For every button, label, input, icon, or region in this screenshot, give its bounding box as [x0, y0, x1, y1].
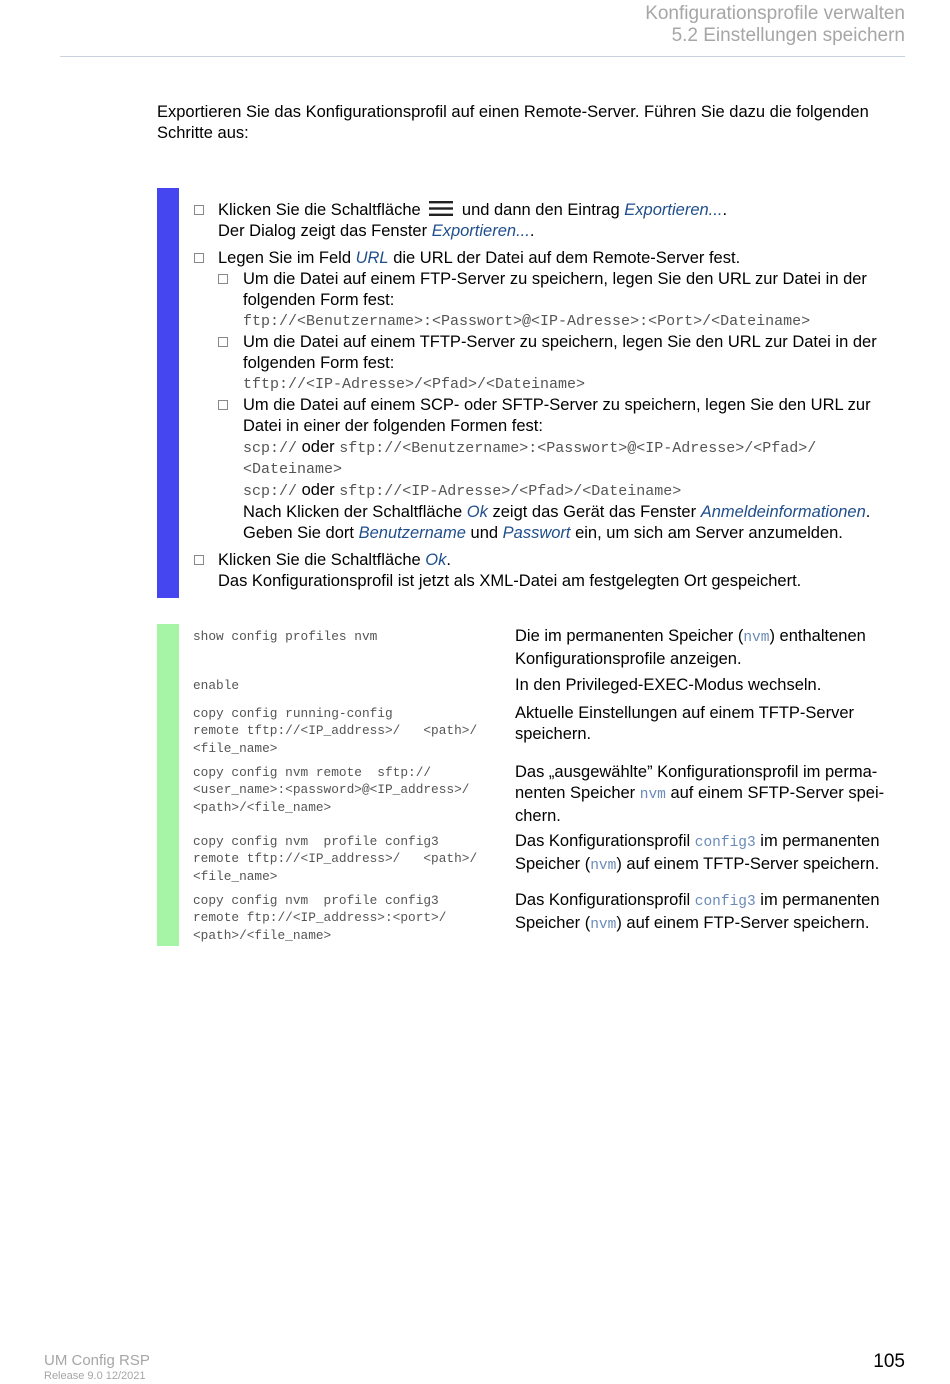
scp-url-prefix: scp:// [243, 440, 298, 457]
step-2 [194, 248, 909, 544]
checkbox-icon [218, 274, 228, 284]
inline-code: config3 [694, 835, 756, 851]
cli-command: copy config nvm remote sftp:// <user_name>:<password>@<IP_address>/ <path>/<file_name> [193, 765, 470, 815]
field-name-url: URL [355, 249, 389, 267]
inline-code: nvm [590, 858, 617, 874]
document-name: UM Config RSP [44, 1352, 150, 1369]
checkbox-icon [194, 205, 204, 215]
desc-text: Das Konfigurationsprofil [515, 832, 695, 850]
button-name-ok: Ok [466, 503, 488, 521]
table-row [193, 829, 909, 888]
cli-bar [157, 624, 179, 946]
chapter-title: Konfigurationsprofile verwalten [645, 3, 905, 24]
step-3-result: Das Konfigurationsprofil ist jetzt als XML-Datei am festgelegten Ort gespeichert. [218, 572, 802, 590]
or-word-2: oder [301, 481, 335, 499]
desc-text: ) auf einem TFTP-Server speichern. [616, 855, 880, 873]
section-title: 5.2 Einstellungen speichern [671, 25, 905, 46]
note-text-3: Geben Sie dort [243, 524, 354, 542]
checkbox-icon [218, 337, 228, 347]
table-row [193, 624, 909, 673]
desc-text: auf einem SFTP-Server spei-chern. [515, 784, 885, 825]
substep-ftp [218, 269, 909, 332]
step-2-text-2: die URL der Datei auf dem Remote-Server fest. [393, 249, 741, 267]
ftp-url-format: ftp://<Benutzername>:<Passwort>@<IP-Adresse>:<Port>/<Dateiname> [243, 313, 811, 330]
page-number: 105 [873, 1351, 905, 1372]
punctuation: . [446, 551, 451, 569]
cli-command: enable [193, 678, 240, 693]
desc-text: ) enthaltenen Konfigurationsprofile anzeigen. [515, 627, 866, 668]
step-3 [194, 550, 909, 592]
step-1-text: Klicken Sie die Schaltfläche [218, 201, 421, 219]
step-1-result: Der Dialog zeigt das Fenster [218, 222, 428, 240]
cli-command: copy config running-config remote tftp://<IP_address>/ <path>/ <file_name> [193, 706, 478, 756]
table-row [193, 701, 909, 760]
inline-code: nvm [743, 630, 770, 646]
note-text-2: zeigt das Gerät das Fenster [492, 503, 697, 521]
cli-description [515, 624, 909, 673]
field-name-username: Benutzername [358, 524, 466, 542]
note-text-4: ein, um sich am Server anzumelden. [575, 524, 843, 542]
procedure-steps [194, 200, 909, 598]
cli-command: show config profiles nvm [193, 629, 378, 644]
procedure-bar [157, 188, 179, 598]
window-name-export: Exportieren... [431, 222, 530, 240]
step-1 [194, 200, 909, 242]
table-row [193, 673, 909, 701]
punctuation: . [722, 201, 728, 219]
desc-text: Die im permanenten Speicher ( [515, 627, 744, 645]
sftp-url-format-1: sftp://<Benutzername>:<Passwort>@<IP-Adresse>/<Pfad>/ [339, 440, 817, 457]
table-row [193, 888, 909, 946]
table-row [193, 760, 909, 829]
running-header [645, 3, 905, 47]
step-1-text-2: und dann den Eintrag [461, 201, 620, 219]
cli-description [515, 760, 909, 829]
release-info: Release 9.0 12/2021 [44, 1370, 146, 1382]
checkbox-icon [218, 400, 228, 410]
punctuation: . [865, 503, 871, 521]
substep-tftp [218, 332, 909, 395]
desc-text: im permanenten Speicher ( [515, 891, 880, 932]
substep-tftp-text: Um die Datei auf einem TFTP-Server zu speichern, legen Sie den URL zur Datei in der folgenden Form fest: [243, 333, 877, 372]
cli-description [515, 829, 909, 888]
cli-description: Aktuelle Einstellungen auf einem TFTP-Server speichern. [515, 704, 855, 743]
step-3-text: Klicken Sie die Schaltfläche [218, 551, 421, 569]
intro-paragraph: Exportieren Sie das Konfigurationsprofil auf einen Remote-Server. Führen Sie dazu die folgenden Schritte aus: [157, 103, 869, 142]
scp-url-prefix-2: scp:// [243, 483, 298, 500]
header-rule [60, 56, 905, 57]
desc-text: Das Konfigurationsprofil [515, 891, 695, 909]
inline-code: nvm [590, 917, 617, 933]
desc-text: im permanenten Speicher ( [515, 832, 880, 873]
hamburger-menu-icon [429, 200, 453, 217]
checkbox-icon [194, 253, 204, 263]
cli-description [515, 888, 909, 946]
inline-code: nvm [639, 787, 666, 803]
desc-text: ) auf einem FTP-Server speichern. [616, 914, 870, 932]
and-word: und [470, 524, 499, 542]
or-word: oder [301, 438, 335, 456]
substep-scp-text: Um die Datei auf einem SCP- oder SFTP-Server zu speichern, legen Sie den URL zur Datei in einer der folgenden Formen fest: [243, 396, 871, 435]
inline-code: config3 [694, 894, 756, 910]
cli-command: copy config nvm profile config3 remote tftp://<IP_address>/ <path>/ <file_name> [193, 834, 478, 884]
field-name-password: Passwort [502, 524, 571, 542]
step-2-text: Legen Sie im Feld [218, 249, 351, 267]
window-name-credentials: Anmeldeinformationen [700, 503, 866, 521]
substep-ftp-text: Um die Datei auf einem FTP-Server zu speichern, legen Sie den URL zur Datei in der folgenden Form fest: [243, 270, 867, 309]
punctuation: . [529, 222, 535, 240]
cli-command-table [193, 624, 909, 946]
checkbox-icon [194, 555, 204, 565]
note-text: Nach Klicken der Schaltfläche [243, 503, 463, 521]
tftp-url-format: tftp://<IP-Adresse>/<Pfad>/<Dateiname> [243, 376, 586, 393]
sftp-url-format-2: sftp://<IP-Adresse>/<Pfad>/<Dateiname> [339, 483, 682, 500]
cli-command: copy config nvm profile config3 remote ftp://<IP_address>:<port>/ <path>/<file_name> [193, 893, 447, 943]
cli-description: In den Privileged-EXEC-Modus wechseln. [515, 676, 822, 694]
menu-entry-export: Exportieren... [624, 201, 723, 219]
button-name-ok: Ok [425, 551, 447, 569]
footer-doc-info [44, 1352, 150, 1384]
substep-scp [218, 395, 909, 544]
sftp-url-format-1-cont: <Dateiname> [243, 461, 343, 478]
desc-text: Das „ausgewählte” Konfigurationsprofil im perma-nenten Speicher [515, 763, 878, 802]
